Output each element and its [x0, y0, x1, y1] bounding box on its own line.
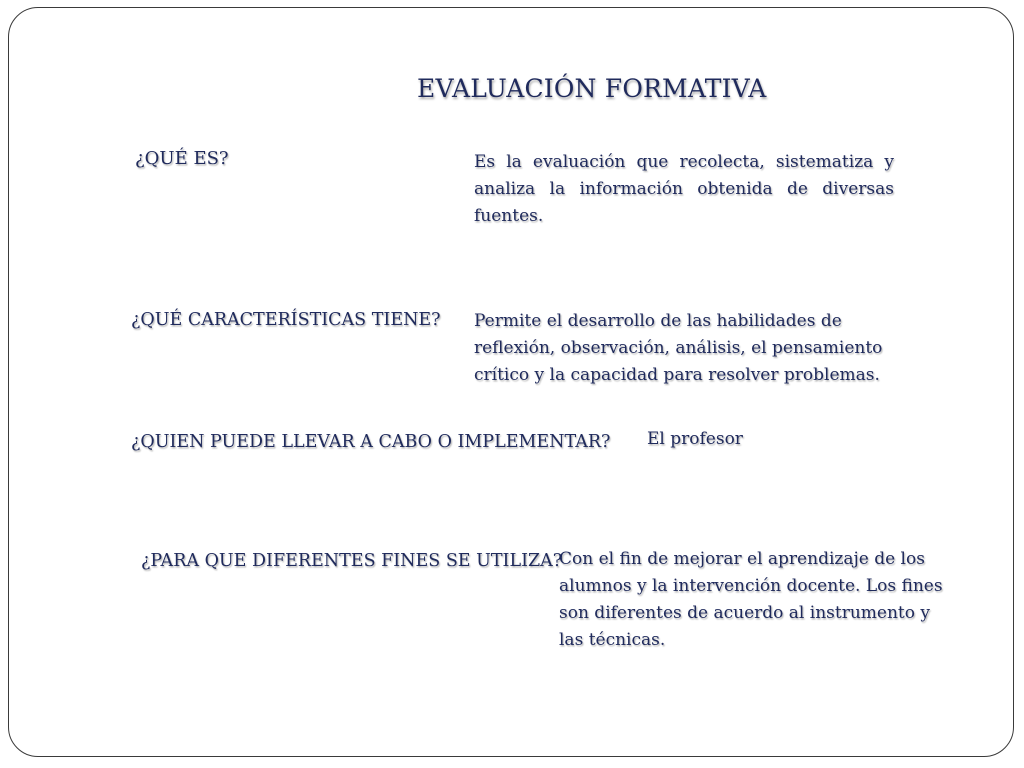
slide-title: EVALUACIÓN FORMATIVA	[417, 74, 767, 103]
answer-who-implements: El profesor	[647, 429, 743, 449]
question-who-implements: ¿QUIEN PUEDE LLEVAR A CABO O IMPLEMENTAR?	[131, 432, 611, 452]
slide-frame	[8, 7, 1014, 757]
answer-what-is: Es la evaluación que recolecta, sistematiza y analiza la información obtenida de diversas fuentes.	[474, 152, 894, 226]
answer-characteristics: Permite el desarrollo de las habilidades de reflexión, observación, análisis, el pensamiento crítico y la capacidad para resolver problemas.	[474, 311, 883, 385]
question-characteristics: ¿QUÉ CARACTERÍSTICAS TIENE?	[131, 310, 441, 330]
answer-purposes: Con el fin de mejorar el aprendizaje de los alumnos y la intervención docente. Los fines son diferentes de acuerdo al instrumento y las técnicas.	[559, 549, 943, 650]
question-purposes: ¿PARA QUE DIFERENTES FINES SE UTILIZA?	[141, 551, 563, 571]
question-what-is: ¿QUÉ ES?	[135, 148, 229, 169]
